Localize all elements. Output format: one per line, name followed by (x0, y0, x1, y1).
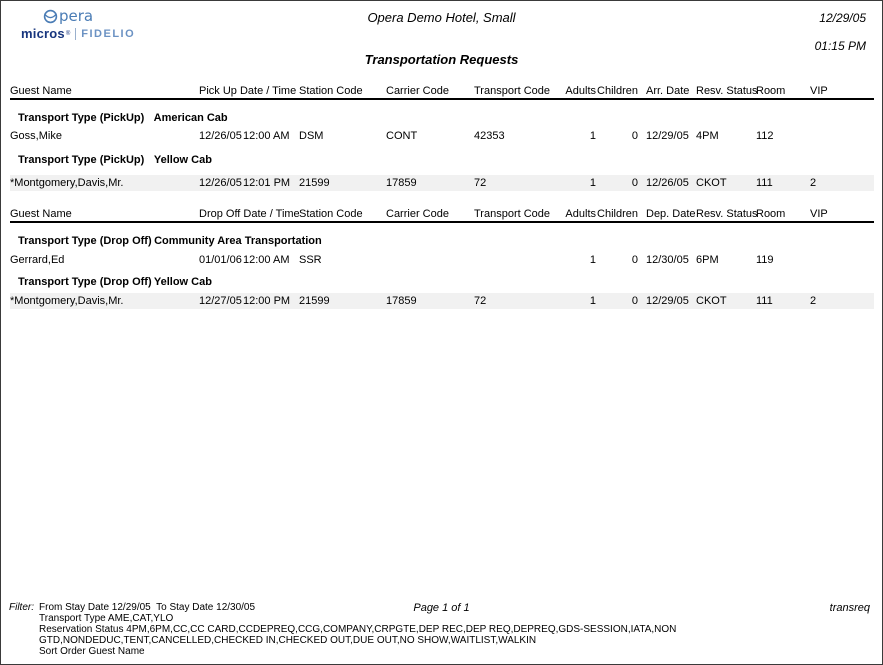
group-header (10, 153, 874, 167)
cell-vip: 2 (810, 177, 817, 189)
cell-guest: *Montgomery,Davis,Mr. (10, 177, 124, 189)
cell-time: 12:00 PM (243, 295, 291, 307)
cell-children: 0 (631, 254, 638, 266)
col-station-code: Station Code (299, 207, 363, 220)
col-guest-name: Guest Name (10, 84, 72, 97)
table-row (10, 175, 874, 191)
col-dropoff-datetime: Drop Off Date / Time (199, 207, 300, 220)
group-header (10, 234, 874, 248)
cell-carrier: 17859 (386, 295, 417, 307)
cell-date: 12/27/05 (199, 295, 242, 307)
filter-label: Filter: (9, 602, 34, 613)
cell-carrier: CONT (386, 130, 418, 142)
cell-room: 112 (756, 130, 774, 142)
dropoff-table-header (10, 206, 874, 223)
cell-children: 0 (631, 177, 638, 189)
page-number: Page 1 of 1 (413, 602, 470, 614)
col-vip: VIP (810, 207, 828, 220)
cell-date: 12/26/05 (199, 177, 242, 189)
col-adults: Adults (565, 207, 596, 220)
cell-transport: 72 (474, 295, 487, 307)
cell-adults: 1 (589, 254, 596, 266)
cell-arr-date: 12/29/05 (646, 130, 689, 142)
report-date: 12/29/05 (819, 11, 866, 25)
cell-date: 01/01/06 (199, 254, 242, 266)
cell-guest: *Montgomery,Davis,Mr. (10, 295, 124, 307)
cell-station: 21599 (299, 295, 330, 307)
col-carrier-code: Carrier Code (386, 84, 449, 97)
cell-vip: 2 (810, 295, 817, 307)
filter-sort-order: Sort Order Guest Name (39, 646, 145, 657)
filter-reservation-status: Reservation Status 4PM,6PM,CC,CC CARD,CCDEPREQ,CCG,COMPANY,CRPGTE,DEP REC,DEP REQ,DEPREQ,GDS-SESSION,IATA,NON GTD,NONDEDUC,TENT,CANCELLED,CHECKED IN,CHECKED OUT,DUE OUT,NO SHOW,WAITLIST,WALKIN (39, 624, 680, 646)
fidelio-brand-text: FIDELIO (75, 28, 135, 40)
group-header (10, 275, 874, 289)
filter-criteria (39, 602, 861, 657)
group-type-label: Transport Type (PickUp) (18, 154, 145, 166)
col-vip: VIP (810, 84, 828, 97)
group-type-value: American Cab (153, 112, 228, 124)
cell-station: DSM (299, 130, 324, 142)
report-title: Transportation Requests (364, 52, 519, 67)
cell-transport: 42353 (474, 130, 505, 142)
col-pickup-datetime: Pick Up Date / Time (199, 84, 297, 97)
opera-brand-text: pera (59, 7, 94, 25)
cell-resv-status: 4PM (696, 130, 719, 142)
cell-guest: Goss,Mike (10, 130, 62, 142)
group-type-label: Transport Type (Drop Off) (18, 235, 152, 247)
filter-transport-type: Transport Type AME,CAT,YLO (39, 613, 174, 624)
cell-adults: 1 (589, 295, 596, 307)
micros-brand-text: micros (21, 26, 65, 41)
col-dep-date: Dep. Date (646, 207, 696, 220)
cell-arr-date: 12/26/05 (646, 177, 689, 189)
group-header (10, 111, 874, 125)
col-resv-status: Resv. Status (696, 207, 758, 220)
hotel-name: Opera Demo Hotel, Small (367, 10, 516, 25)
col-room: Room (756, 207, 786, 220)
cell-dep-date: 12/29/05 (646, 295, 689, 307)
col-transport-code: Transport Code (474, 84, 551, 97)
report-code: transreq (829, 602, 870, 614)
group-type-label: Transport Type (PickUp) (18, 112, 145, 124)
col-carrier-code: Carrier Code (386, 207, 449, 220)
cell-room: 119 (756, 254, 774, 266)
cell-room: 111 (756, 295, 773, 307)
group-type-value: Yellow Cab (153, 154, 212, 166)
col-resv-status: Resv. Status (696, 84, 758, 97)
group-type-value: Yellow Cab (153, 276, 212, 288)
cell-time: 12:01 PM (243, 177, 291, 189)
registered-mark: ® (65, 30, 71, 37)
cell-adults: 1 (589, 130, 596, 142)
cell-time: 12:00 AM (243, 130, 290, 142)
col-room: Room (756, 84, 786, 97)
col-guest-name: Guest Name (10, 207, 72, 220)
cell-date: 12/26/05 (199, 130, 242, 142)
filter-stay-dates: From Stay Date 12/29/05 To Stay Date 12/30/05 (39, 602, 256, 613)
col-children: Children (597, 84, 638, 97)
col-transport-code: Transport Code (474, 207, 551, 220)
report-time: 01:15 PM (814, 39, 866, 53)
col-arr-date: Arr. Date (646, 84, 690, 97)
cell-adults: 1 (589, 177, 596, 189)
cell-transport: 72 (474, 177, 487, 189)
table-row (10, 293, 874, 309)
table-row (10, 252, 874, 268)
col-station-code: Station Code (299, 84, 363, 97)
cell-room: 111 (756, 177, 773, 189)
col-children: Children (597, 207, 638, 220)
col-adults: Adults (565, 84, 596, 97)
cell-resv-status: CKOT (696, 177, 727, 189)
cell-resv-status: CKOT (696, 295, 727, 307)
cell-carrier: 17859 (386, 177, 417, 189)
cell-station: 21599 (299, 177, 330, 189)
group-type-value: Community Area Transportation (154, 235, 322, 247)
cell-time: 12:00 AM (243, 254, 290, 266)
table-row (10, 128, 874, 144)
cell-guest: Gerrard,Ed (10, 254, 65, 266)
cell-station: SSR (299, 254, 322, 266)
pickup-table-header (10, 83, 874, 100)
cell-resv-status: 6PM (696, 254, 719, 266)
cell-children: 0 (631, 295, 638, 307)
cell-dep-date: 12/30/05 (646, 254, 689, 266)
micros-fidelio-brand (21, 26, 135, 41)
cell-children: 0 (631, 130, 638, 142)
group-type-label: Transport Type (Drop Off) (18, 276, 152, 288)
